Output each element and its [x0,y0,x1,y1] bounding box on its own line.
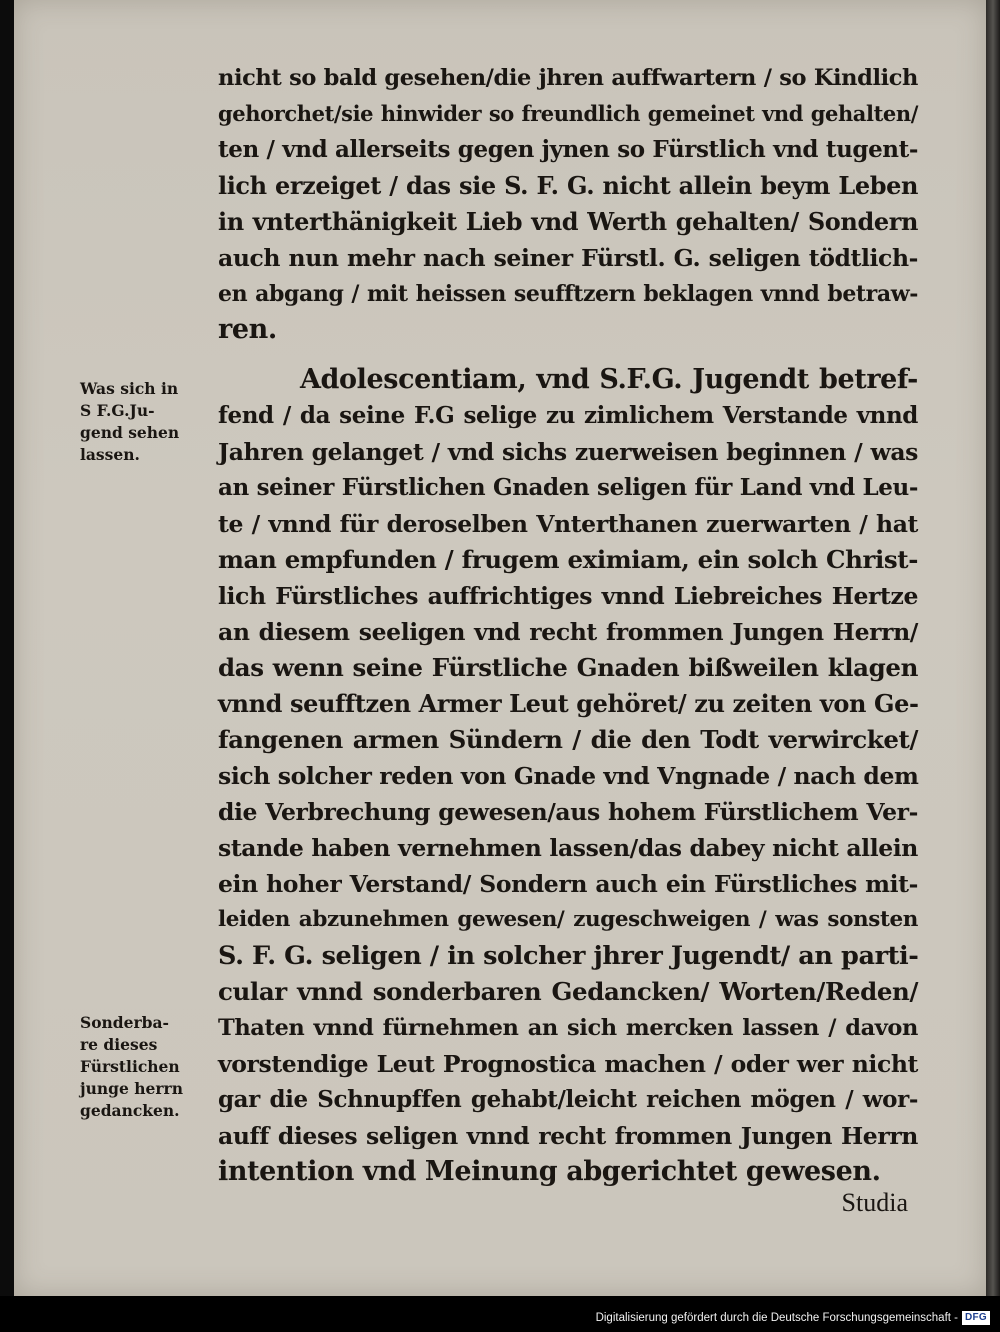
marginal-note-line: Sonderba- [80,1013,169,1032]
text-line: an diesem seeligen vnd recht frommen Jungen Herrn/ [218,618,918,646]
text-line: lich erzeiget / das sie S. F. G. nicht allein beym Leben [218,171,918,200]
marginal-note [80,378,210,466]
page-edge-shadow [986,0,1000,1296]
text-line: Jahren gelanget / vnd sichs zuerweisen beginnen / was [218,438,918,466]
marginal-note-line: gedancken. [80,1101,180,1120]
dfg-logo-icon: DFG [962,1311,990,1325]
text-line: die Verbrechung gewesen/aus hohem Fürstlichem Ver- [218,798,918,826]
text-line: vorstendige Leut Prognostica machen / oder wer nicht [218,1050,918,1078]
marginal-note-line: Fürstlichen [80,1057,180,1076]
text-line: lich Fürstliches auffrichtiges vnnd Liebreiches Hertze [218,582,918,610]
text-line: cular vnnd sonderbaren Gedancken/ Worten/Reden/ [218,977,918,1006]
text-line: Adolescentiam, vnd S.F.G. Jugendt betref- [300,364,918,395]
text-line: te / vnnd für deroselben Vnterthanen zuerwarten / hat [218,510,918,538]
text-line: S. F. G. seligen / in solcher jhrer Jugendt/ an parti- [218,941,919,971]
text-line: ein hoher Verstand/ Sondern auch ein Fürstliches mit- [218,870,918,898]
text-line: in vnterthänigkeit Lieb vnd Werth gehalten/ Sondern [218,207,918,236]
text-line: gehorchet/sie hinwider so freundlich gemeinet vnd gehalten/ [218,101,918,126]
text-line: stande haben vernehmen lassen/das dabey nicht allein [218,834,918,862]
text-line: intention vnd Meinung abgerichtet gewesen. [218,1156,881,1187]
text-line: nicht so bald gesehen/die jhren auffwartern / so Kindlich [218,65,918,91]
text-line: das wenn seine Fürstliche Gnaden bißweilen klagen [218,653,918,682]
text-line: fangenen armen Sündern / die den Todt verwircket/ [218,725,918,754]
text-line: sich solcher reden von Gnade vnd Vngnade / nach dem [218,762,919,790]
marginal-note-line: lassen. [80,445,140,464]
marginal-note-line: S F.G.Ju- [80,401,155,420]
marginal-note-line: re dieses [80,1035,158,1054]
marginal-note-line: gend sehen [80,423,180,442]
funding-credit: Digitalisierung gefördert durch die Deutsche Forschungsgemeinschaft - [595,1312,958,1324]
text-line: ren. [218,314,277,345]
text-line: gar die Schnupffen gehabt/leicht reichen mögen / wor- [218,1086,918,1113]
body-text [218,60,918,1190]
paragraph-gap [218,348,918,362]
text-line: auff dieses seligen vnnd recht frommen Jungen Herrn [218,1122,918,1150]
text-line: ten / vnd allerseits gegen jynen so Fürstlich vnd tugent- [218,136,918,163]
text-line: Thaten vnnd fürnehmen an sich mercken lassen / davon [218,1015,918,1041]
marginal-note-line: junge herrn [80,1079,183,1098]
text-line: leiden abzunehmen gewesen/ zugeschweigen / was sonsten [218,907,918,932]
marginal-note-line: Was sich in [80,379,179,398]
text-line: vnnd seufftzen Armer Leut gehöret/ zu zeiten von Ge- [218,689,919,718]
text-line: an seiner Fürstlichen Gnaden seligen für Land vnd Leu- [218,474,918,501]
marginal-note [80,1012,210,1122]
text-line: auch nun mehr nach seiner Fürstl. G. seligen tödtlich- [218,244,918,272]
catchword: Studia [841,1188,908,1217]
text-line: en abgang / mit heissen seufftzern beklagen vnnd betraw- [218,281,918,307]
text-line: man empfunden / frugem eximiam, ein solch Christ- [218,545,918,574]
text-line: fend / da seine F.G selige zu zimlichem Verstande vnnd [218,402,918,429]
